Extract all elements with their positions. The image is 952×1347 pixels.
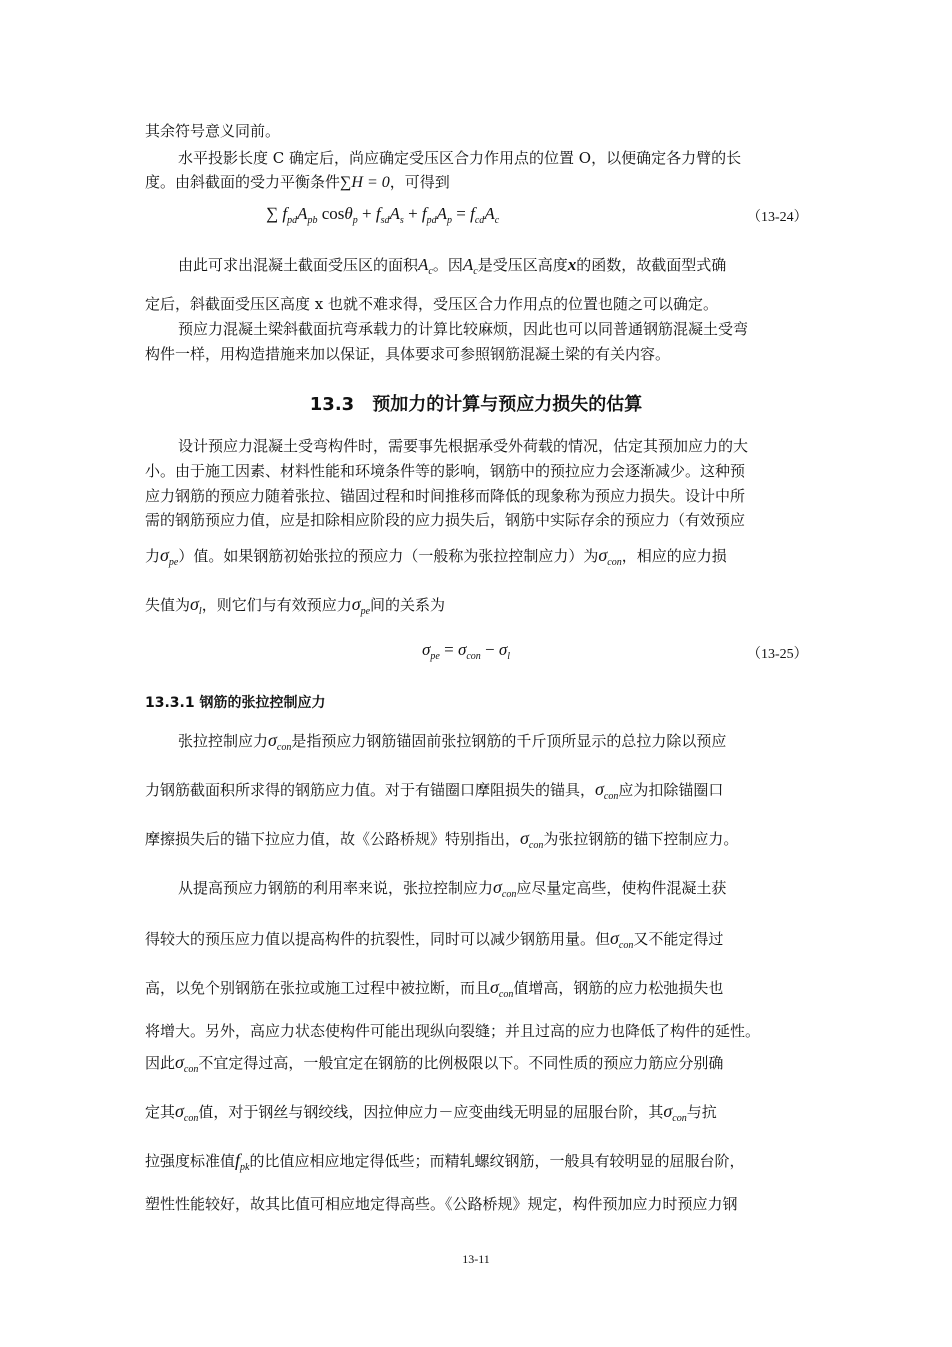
text-line: 需的钢筋预应力值，应是扣除相应阶段的应力损失后，钢筋中实际存余的预应力（有效预应 — [145, 511, 746, 529]
text-line: 塑性性能较好，故其比值可相应地定得高些。《公路桥规》规定，构件预加应力时预应力钢 — [145, 1195, 738, 1213]
text-line: 小。由于施工因素、材料性能和环境条件等的影响，钢筋中的预拉应力会逐渐减少。这种预 — [145, 462, 746, 480]
text-line: 预应力混凝土梁斜截面抗弯承载力的计算比较麻烦，因此也可以同普通钢筋混凝土受弯 — [178, 320, 749, 338]
text-line: 得较大的预压应力值以提高构件的抗裂性，同时可以减少钢筋用量。但$\sigma_{con}$又不能定得过 — [145, 928, 724, 951]
section-title: 13.3 预加力的计算与预应力损失的估算 — [309, 394, 643, 415]
text-line: 由此可求出混凝土截面受压区的面积$A_c$。因$A_c$是受压区高度x的函数，故截面型式确 — [178, 255, 727, 277]
text-line: 失值为$\sigma_l$，则它们与有效预应力$\sigma_{pe}$间的关系为 — [145, 594, 446, 617]
page-number: 13-11 — [462, 1252, 490, 1266]
equation-13-24: ∑ $f_{pd}A_{pb}$ $\cos\theta_p + f_{sd}A_s + f_{pd}A_p = f_{cd}A_c$ — [266, 204, 500, 226]
text-line: 其余符号意义同前。 — [145, 122, 281, 140]
text-line: 力$\sigma_{pe}$）值。如果钢筋初始张拉的预应力（一般称为张拉控制应力）为$\sigma_{con}$，相应的应力损 — [145, 545, 727, 568]
text-line: 力钢筋截面积所求得的钢筋应力值。对于有锚圈口摩阻损失的锚具，$\sigma_{con}$应为扣除锚圈口 — [145, 779, 724, 802]
text-line: 设计预应力混凝土受弯构件时，需要事先根据承受外荷载的情况，估定其预加应力的大 — [178, 437, 749, 455]
text-line: 应力钢筋的预应力随着张拉、锚固过程和时间推移而降低的现象称为预应力损失。设计中所 — [145, 487, 746, 505]
text-line: 张拉控制应力$\sigma_{con}$是指预应力钢筋锚固前张拉钢筋的千斤顶所显示的总拉力除以预应 — [178, 730, 727, 753]
text-line: 拉强度标准值$f_{pk}$的比值应相应地定得低些；而精轧螺纹钢筋，一般具有较明显的屈服台阶， — [145, 1150, 745, 1173]
text-line: 水平投影长度 C 确定后，尚应确定受压区合力作用点的位置 O，以便确定各力臂的长 — [178, 149, 742, 167]
subsection-title: 13.3.1 钢筋的张拉控制应力 — [145, 695, 326, 711]
text-line: 摩擦损失后的锚下拉应力值，故《公路桥规》特别指出，$\sigma_{con}$为张拉钢筋的锚下控制应力。 — [145, 828, 739, 851]
equation-number: （13-25） — [747, 647, 808, 662]
text-line: 从提高预应力钢筋的利用率来说，张拉控制应力$\sigma_{con}$应尽量定高些，使构件混凝土获 — [178, 877, 727, 900]
text-line: 将增大。另外，高应力状态使构件可能出现纵向裂缝；并且过高的应力也降低了构件的延性。 — [145, 1022, 761, 1040]
equation-13-25: $\sigma_{pe} = \sigma_{con} - \sigma_l$ — [422, 640, 511, 662]
text-line: 定后，斜截面受压区高度 x 也就不难求得，受压区合力作用点的位置也随之可以确定。 — [145, 295, 718, 313]
text-line: 定其$\sigma_{con}$值，对于钢丝与钢绞线，因拉伸应力－应变曲线无明显的屈服台阶，其$\sigma_{con}$与抗 — [145, 1101, 717, 1124]
text-line: 高，以免个别钢筋在张拉或施工过程中被拉断，而且$\sigma_{con}$值增高，钢筋的应力松弛损失也 — [145, 977, 724, 1000]
text-line: 因此$\sigma_{con}$不宜定得过高，一般宜定在钢筋的比例极限以下。不同性质的预应力筋应分别确 — [145, 1052, 724, 1075]
equation-number: （13-24） — [747, 210, 808, 225]
text-line: 构件一样，用构造措施来加以保证，具体要求可参照钢筋混凝土梁的有关内容。 — [145, 345, 671, 363]
text-line: 度。由斜截面的受力平衡条件∑H = 0，可得到 — [145, 173, 450, 191]
